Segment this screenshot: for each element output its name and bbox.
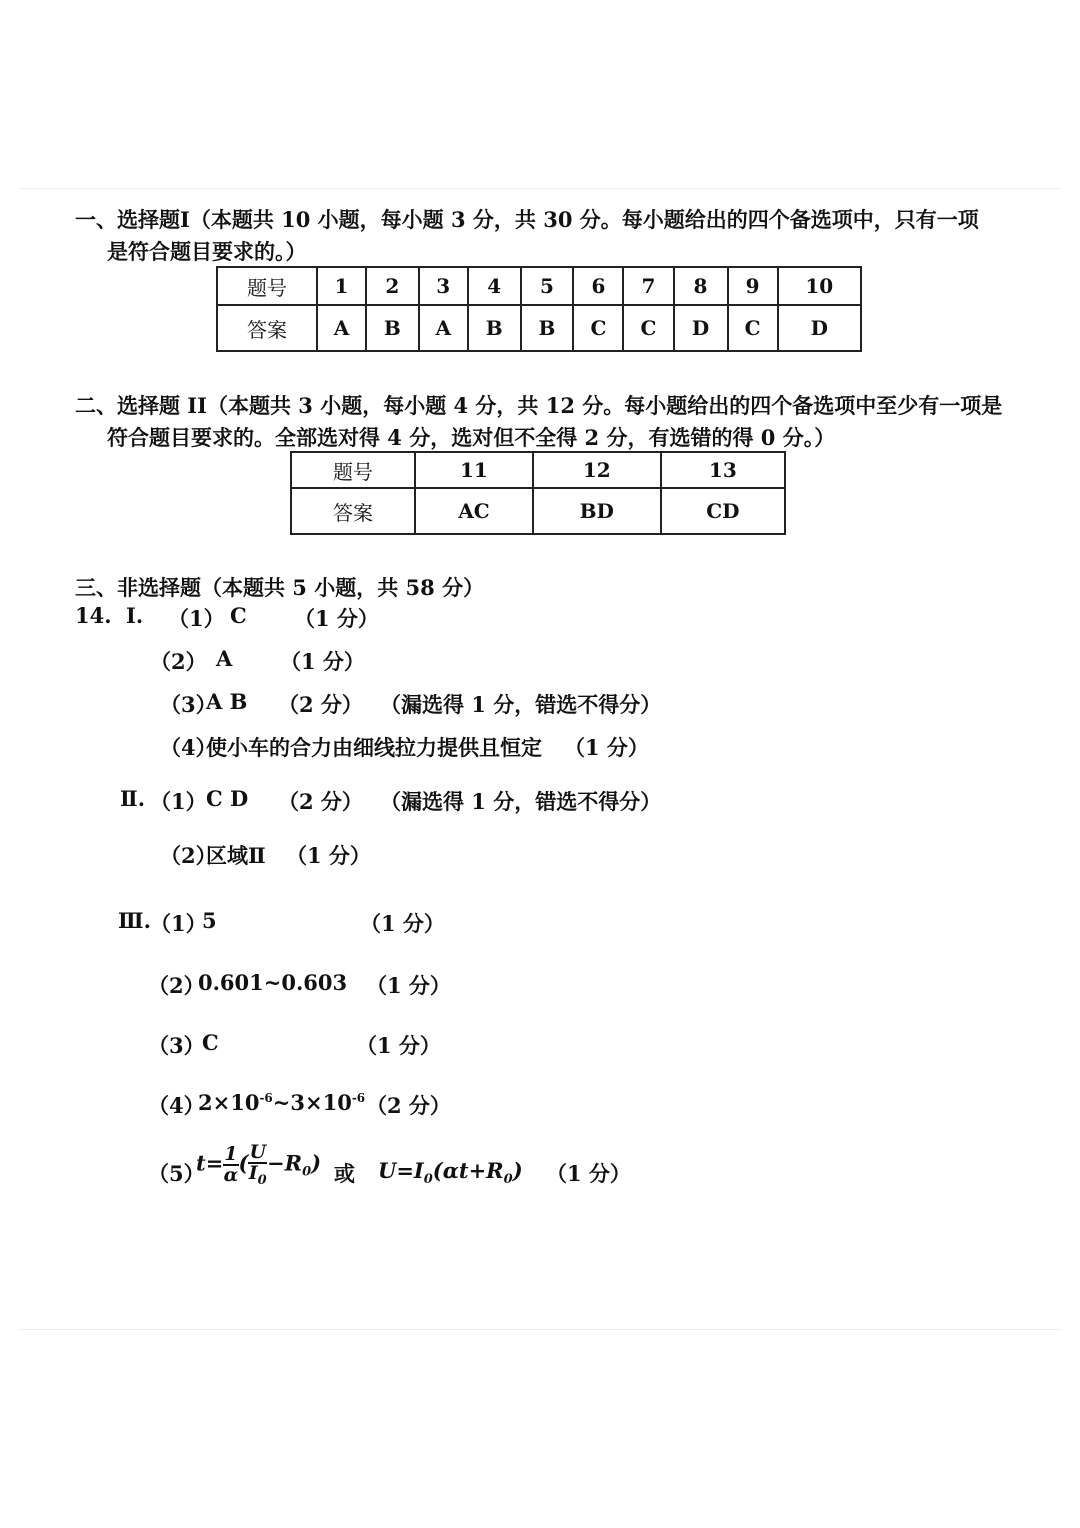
part3-item5-score: （1 分）: [546, 1161, 631, 1186]
answer-cell: C: [623, 305, 673, 351]
subscript: 0: [257, 1172, 267, 1188]
answer-upper-bound: 3×10: [290, 1090, 352, 1115]
part1-item2-answer: A: [216, 646, 233, 671]
part1-item1-num: （1）: [168, 606, 225, 631]
part3-item3-num: （3）: [148, 1033, 205, 1058]
part2-item2-num: （2）: [160, 843, 217, 868]
range-separator: ~: [272, 1090, 291, 1115]
denominator-symbol: I: [248, 1162, 258, 1184]
part3-item1-num: （1）: [150, 911, 207, 936]
answer-cell: D: [674, 305, 728, 351]
part1-item3-note: （漏选得 1 分，错选不得分）: [380, 692, 662, 717]
part2-item1-note: （漏选得 1 分，错选不得分）: [380, 789, 662, 814]
formula-u-part: U=I: [378, 1158, 424, 1183]
part1-item1-score: （1 分）: [294, 606, 379, 631]
fraction-numerator: 1: [224, 1142, 238, 1165]
part2-item2-score: （1 分）: [286, 843, 371, 868]
section2-heading-line1: 二、选择题 II（本题共 3 小题，每小题 4 分，共 12 分。每小题给出的四个备选项中至少有一项是: [75, 393, 1003, 418]
part3-item5-num: （5）: [148, 1161, 205, 1186]
table-row: [217, 267, 861, 305]
section2-heading-line2: 符合题目要求的。全部选对得 4 分，选对但不全得 2 分，有选错的得 0 分。）: [107, 425, 836, 450]
part1-item3-answer: A B: [206, 689, 248, 714]
answer-cell: B: [366, 305, 419, 351]
section1-heading-line2: 是符合题目要求的。）: [107, 239, 307, 264]
part1-item3-num: （3）: [160, 692, 217, 717]
formula-t: t=: [196, 1150, 224, 1176]
question-number: 6: [573, 267, 623, 305]
fraction-one-over-alpha: [223, 1142, 239, 1186]
part3-item3-score: （1 分）: [356, 1033, 441, 1058]
part2-item1-score: （2 分）: [278, 789, 363, 814]
answer-cell: BD: [533, 488, 661, 534]
part1-label: Ⅰ.: [126, 603, 144, 628]
or-text: 或: [334, 1161, 355, 1186]
part1-item2-num: （2）: [150, 649, 207, 674]
answer-cell: C: [728, 305, 778, 351]
fraction-u-over-i0: [248, 1143, 267, 1187]
subscript: 0: [503, 1172, 513, 1188]
subscript: 0: [423, 1172, 433, 1188]
row-label-answer: 答案: [217, 305, 317, 351]
part3-item4-num: （4）: [148, 1093, 205, 1118]
section3-heading: 三、非选择题（本题共 5 小题，共 58 分）: [75, 575, 485, 600]
question-number: 2: [366, 267, 419, 305]
row-label-answer: 答案: [291, 488, 415, 534]
table-row: [291, 488, 785, 534]
formula-voltage: [378, 1158, 523, 1187]
part3-item3-answer: C: [202, 1030, 219, 1055]
exponent: -6: [351, 1091, 366, 1105]
table-row: [217, 305, 861, 351]
fraction-denominator: α: [223, 1163, 239, 1186]
answer-cell: CD: [661, 488, 785, 534]
part1-item4-answer: 使小车的合力由细线拉力提供且恒定: [206, 735, 542, 760]
part2-item1-num: （1）: [150, 789, 207, 814]
question-number: 7: [623, 267, 673, 305]
part2-label: Ⅱ.: [120, 786, 146, 811]
answer-lower-bound: 2×10: [198, 1090, 260, 1115]
question-number: 3: [419, 267, 468, 305]
fraction-numerator: U: [249, 1141, 267, 1163]
answer-cell: D: [778, 305, 861, 351]
question-number: 4: [468, 267, 521, 305]
answer-cell: A: [317, 305, 366, 351]
part3-item2-answer: 0.601~0.603: [198, 970, 348, 995]
part3-item2-score: （1 分）: [366, 973, 451, 998]
question-number: 5: [521, 267, 574, 305]
question-number: 11: [415, 452, 533, 488]
part1-item1-answer: C: [230, 603, 247, 628]
part2-item2-answer: 区域Ⅱ: [206, 843, 266, 868]
answer-cell: A: [419, 305, 468, 351]
row-label-question: 题号: [217, 267, 317, 305]
paren-open: (: [238, 1150, 249, 1176]
part3-label: Ⅲ.: [118, 908, 151, 933]
part1-item2-score: （1 分）: [280, 649, 365, 674]
exponent: -6: [259, 1091, 273, 1105]
row-label-question: 题号: [291, 452, 415, 488]
part3-item1-score: （1 分）: [360, 911, 445, 936]
answer-cell: C: [573, 305, 623, 351]
section1-heading-line1: 一、选择题Ⅰ（本题共 10 小题，每小题 3 分，共 30 分。每小题给出的四个备选项中，只有一项: [75, 207, 979, 232]
table-row: [291, 452, 785, 488]
answer-cell: AC: [415, 488, 533, 534]
question-number: 8: [674, 267, 728, 305]
part2-item1-answer: C D: [206, 786, 249, 811]
part3-item2-num: （2）: [148, 973, 205, 998]
fraction-denominator: [248, 1164, 267, 1187]
part1-item3-score: （2 分）: [278, 692, 363, 717]
minus-r: −R: [267, 1150, 303, 1176]
part3-item4-answer: [198, 1090, 365, 1115]
part3-item1-answer: 5: [202, 908, 217, 933]
question-14-label: 14.: [75, 603, 112, 628]
answer-cell: B: [521, 305, 574, 351]
section2-answer-table: [290, 451, 786, 535]
question-number: 13: [661, 452, 785, 488]
part3-item4-score: （2 分）: [366, 1093, 451, 1118]
part1-item4-score: （1 分）: [564, 735, 649, 760]
formula-time: [196, 1143, 321, 1187]
formula-close: ): [512, 1158, 523, 1183]
subscript: 0: [302, 1164, 312, 1180]
question-number: 10: [778, 267, 861, 305]
formula-paren-part: (αt+R: [432, 1158, 504, 1183]
question-number: 9: [728, 267, 778, 305]
paren-close: ): [311, 1150, 322, 1176]
question-number: 1: [317, 267, 366, 305]
question-number: 12: [533, 452, 661, 488]
section1-answer-table: [216, 266, 862, 352]
answer-cell: B: [468, 305, 521, 351]
part1-item4-num: （4）: [160, 735, 217, 760]
